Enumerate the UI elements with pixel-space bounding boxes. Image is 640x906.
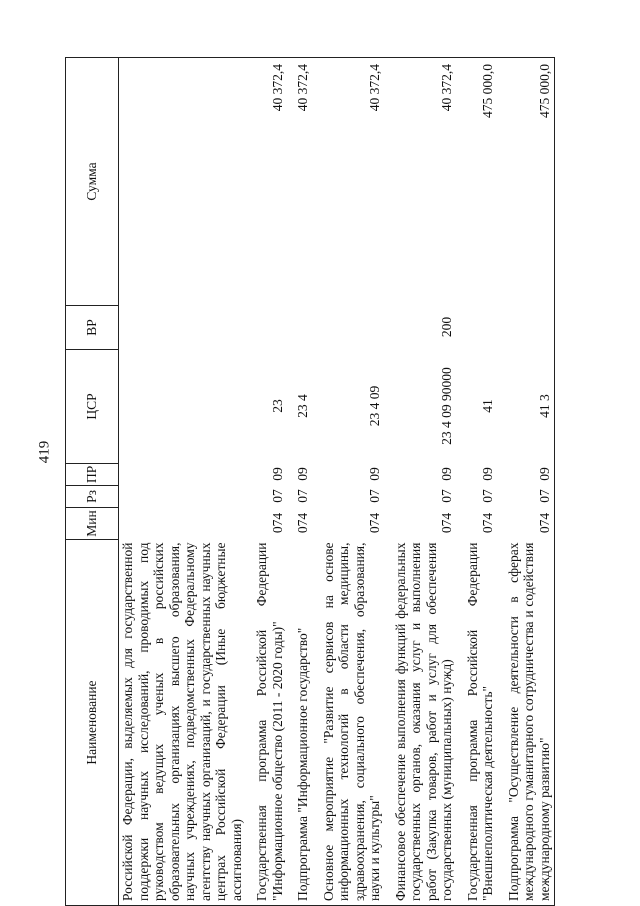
header-rz: Рз xyxy=(66,486,119,508)
row-pr: 09 xyxy=(439,467,454,481)
row-sum: 40 372,4 xyxy=(385,58,457,306)
row-pr: 09 xyxy=(498,464,555,486)
header-sum: Сумма xyxy=(66,58,119,306)
table-row xyxy=(246,58,287,906)
row-csr xyxy=(119,350,247,464)
table-row xyxy=(457,58,498,906)
row-min: 074 xyxy=(367,512,382,534)
header-vr: ВР xyxy=(66,306,119,350)
row-sum: 40 372,4 xyxy=(313,58,385,306)
row-sum: 40 372,4 xyxy=(287,58,313,306)
table-row xyxy=(313,58,385,906)
row-min xyxy=(119,508,247,540)
row-pr: 09 xyxy=(367,467,382,481)
row-name: Подпрограмма "Осуществление деятельности в сферах международного гуманитарного сотрудничества и содействия международному развитию" xyxy=(498,540,555,906)
row-pr xyxy=(119,464,247,486)
row-sum: 475 000,0 xyxy=(457,58,498,306)
row-vr xyxy=(287,306,313,350)
row-vr xyxy=(119,306,247,350)
row-csr: 41 xyxy=(480,399,495,413)
row-vr xyxy=(498,306,555,350)
row-rz: 07 xyxy=(498,486,555,508)
table-row xyxy=(287,58,313,906)
row-csr: 23 xyxy=(269,399,285,413)
page-number: 419 xyxy=(36,440,53,464)
header-name: Наименование xyxy=(66,540,119,906)
row-csr: 23 4 09 xyxy=(367,385,382,427)
row-min: 074 xyxy=(480,512,495,534)
row-pr: 09 xyxy=(269,467,285,481)
row-sum: 40 372,4 xyxy=(246,58,287,306)
row-sum: 475 000,0 xyxy=(498,58,555,306)
row-csr: 41 3 xyxy=(498,350,555,464)
table-header-row xyxy=(66,58,119,906)
row-rz: 07 xyxy=(367,489,382,503)
row-pr: 09 xyxy=(480,467,495,481)
row-pr: 09 xyxy=(295,467,310,481)
row-name: Российской Федерации, выделяемых для государственной поддержки научных исследований, проводимых под руководством ведущих ученых в российских образовательных организациях высшего образования, научных учреждениях, подведомственных Федеральному агентству научных организаций, и государственных научных центрах Российской Федерации (Иные бюджетные ассигнования) xyxy=(119,540,247,906)
rotated-page xyxy=(65,58,605,906)
row-min: 074 xyxy=(295,512,310,534)
header-pr: ПР xyxy=(66,464,119,486)
row-sum xyxy=(119,58,247,306)
row-csr: 23 4 xyxy=(295,394,310,418)
row-rz: 07 xyxy=(269,489,285,503)
row-vr: 200 xyxy=(439,316,454,338)
row-rz: 07 xyxy=(480,489,495,503)
row-name: Основное мероприятие "Развитие сервисов на основе информационных технологий в области медицины, здравоохранения, социального обеспечения, образования, науки и культуры" xyxy=(313,540,385,906)
row-name: Государственная программа Российской Федерации "Информационное общество (2011 - 2020 годы)" xyxy=(246,540,287,906)
row-rz: 07 xyxy=(439,489,454,503)
row-rz: 07 xyxy=(295,489,310,503)
row-vr xyxy=(457,306,498,350)
table-row xyxy=(498,58,555,906)
row-vr xyxy=(246,306,287,350)
budget-table xyxy=(65,57,555,906)
budget-table-canvas xyxy=(65,58,605,906)
row-min: 074 xyxy=(498,508,555,540)
row-name: Финансовое обеспечение выполнения функций федеральных государственных органов, оказания услуг и выполнения работ (Закупка товаров, работ и услуг для обеспечения государственных (муниципальных) нужд) xyxy=(385,540,457,906)
row-min: 074 xyxy=(269,512,285,534)
row-name: Подпрограмма "Информационное государство" xyxy=(287,540,313,906)
header-csr: ЦСР xyxy=(66,350,119,464)
row-rz xyxy=(119,486,247,508)
row-min: 074 xyxy=(439,512,454,534)
row-vr xyxy=(313,306,385,350)
table-row xyxy=(385,58,457,906)
header-min: Мин xyxy=(66,508,119,540)
table-row xyxy=(119,58,247,906)
row-name: Государственная программа Российской Федерации "Внешнеполитическая деятельность" xyxy=(457,540,498,906)
row-csr: 23 4 09 90000 xyxy=(439,367,454,445)
